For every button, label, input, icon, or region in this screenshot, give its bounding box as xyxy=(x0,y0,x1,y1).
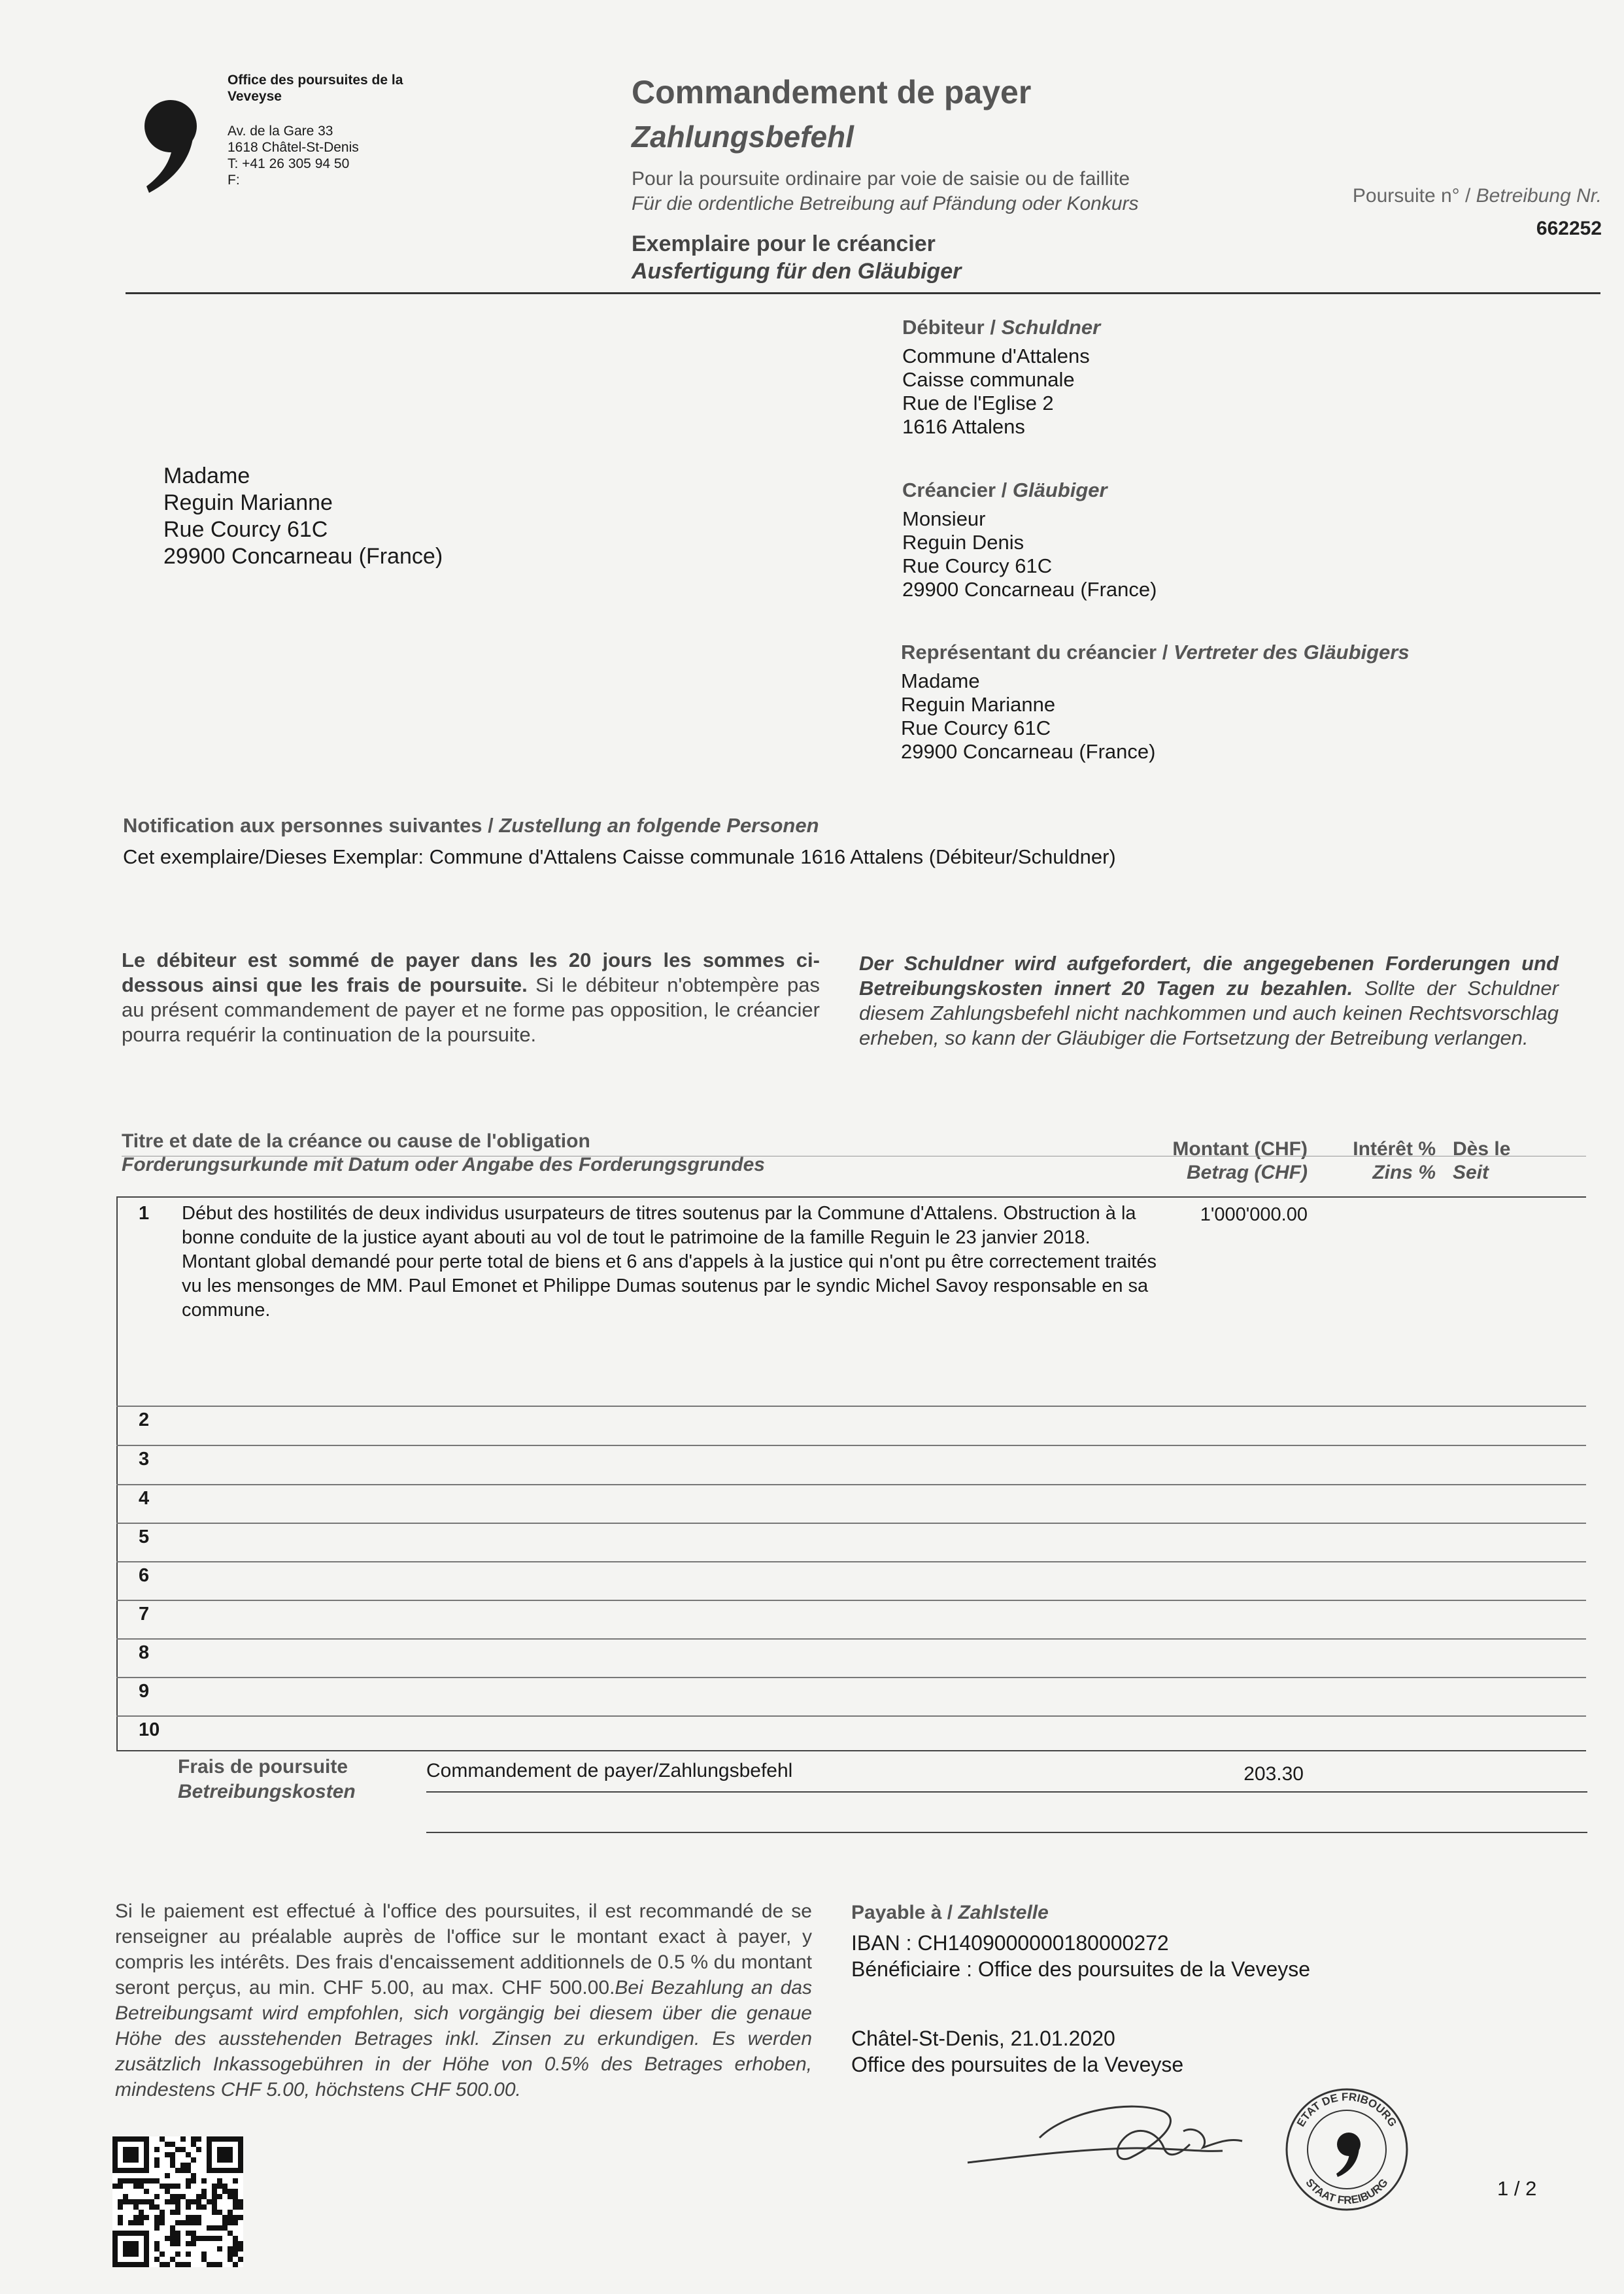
summons-de: Der Schuldner wird aufgefordert, die angegebenen Forderungen und Betreibungskosten innert 20 Tagen zu bezahlen. Sollte der Schuldner diesem Zahlungsbefehl nicht nachkommen und auch keinen Rechtsvorschlag erheben, so kann der Gläubiger die Fortsetzung der Betreibung verlangen. xyxy=(859,952,1559,1049)
recipient-line4: 29900 Concarneau (France) xyxy=(163,544,443,569)
table-row-divider xyxy=(116,1677,1586,1678)
payment-info: Si le paiement est effectué à l'office des poursuites, il est recommandé de se renseigner au préalable auprès de l'office sur le montant exact à payer, y compris les intérêts. Des frais d'encaissement additionnels de 0.5 % du montant seront perçus, au min. CHF 5.00, au max. CHF 500.00.Bei Bezahlung an das Betreibungsamt wird empfohlen, sich vorgängig bei diesem über die genaue Höhe des ausstehenden Betrages inkl. Zinsen zu erkundigen. Es werden zusätzlich Inkassogebühren in der Höhe von 0.5% des Betrages erhoben, mindestens CHF 5.00, höchstens CHF 500.00. xyxy=(115,1900,813,2100)
subtitle-de: Für die ordentliche Betreibung auf Pfändung oder Konkurs xyxy=(632,193,1139,214)
creditor-line4: 29900 Concarneau (France) xyxy=(902,578,1157,601)
page-number: 1 / 2 xyxy=(1497,2177,1537,2200)
table-row-divider xyxy=(116,1445,1586,1446)
table-row-divider xyxy=(116,1600,1586,1601)
poursuite-number-block xyxy=(1353,185,1602,240)
debtor-line1: Commune d'Attalens xyxy=(902,345,1090,367)
issuing-office: Office des poursuites de la Veveyse xyxy=(851,2053,1184,2076)
payable-beneficiary: Bénéficiaire : Office des poursuites de la Veveyse xyxy=(851,1957,1311,1981)
representative-heading: Représentant du créancier / Vertreter des Gläubigers xyxy=(901,641,1410,664)
table-row-divider xyxy=(116,1715,1586,1717)
debtor-line3: Rue de l'Eglise 2 xyxy=(902,392,1054,414)
notification-heading: Notification aux personnes suivantes / Zustellung an folgende Personen xyxy=(123,814,819,837)
representative-line2: Reguin Marianne xyxy=(901,693,1056,716)
claim-row-number: 4 xyxy=(139,1488,150,1509)
subtitle xyxy=(632,167,1139,216)
signature-icon xyxy=(961,2085,1275,2184)
claims-col-since: Dès le Seit xyxy=(1453,1138,1511,1183)
creditor-line1: Monsieur xyxy=(902,507,986,530)
payable-heading: Payable à / Zahlstelle xyxy=(851,1902,1049,1923)
place-date: Châtel-St-Denis, 21.01.2020 xyxy=(851,2027,1115,2050)
creditor-line2: Reguin Denis xyxy=(902,531,1024,554)
debtor-line4: 1616 Attalens xyxy=(902,415,1025,438)
fees-item: Commandement de payer/Zahlungsbefehl xyxy=(426,1760,793,1781)
seal-bottom-text: STAAT FREIBURG xyxy=(1303,2176,1391,2207)
claim-row-number: 5 xyxy=(139,1527,150,1547)
notification-block xyxy=(123,814,1116,869)
claim-row-number: 10 xyxy=(139,1719,160,1740)
table-row-divider xyxy=(116,1484,1586,1485)
fees-line-1 xyxy=(426,1791,1587,1793)
debtor-block xyxy=(902,316,1100,439)
office-phone: T: +41 26 305 94 50 xyxy=(228,156,350,171)
poursuite-label-de: Betreibung Nr. xyxy=(1476,185,1602,207)
representative-line3: Rue Courcy 61C xyxy=(901,717,1051,739)
office-logo-comma-icon xyxy=(135,95,207,193)
claim-row-number: 3 xyxy=(139,1449,150,1470)
representative-block xyxy=(901,641,1410,764)
title-de: Zahlungsbefehl xyxy=(632,120,854,154)
representative-line4: 29900 Concarneau (France) xyxy=(901,740,1156,763)
office-name-1: Office des poursuites de la xyxy=(228,73,403,88)
fees-label: Frais de poursuite Betreibungskosten xyxy=(178,1756,356,1802)
table-row-divider xyxy=(116,1638,1586,1640)
recipient-line2: Reguin Marianne xyxy=(163,490,333,515)
fees-amount: 203.30 xyxy=(1243,1763,1304,1785)
poursuite-label-fr: Poursuite n° / xyxy=(1352,185,1476,207)
creditor-heading: Créancier / Gläubiger xyxy=(902,479,1108,501)
claim-row-number: 9 xyxy=(139,1681,150,1702)
summons-fr: Le débiteur est sommé de payer dans les 20 jours les sommes ci-dessous ainsi que les frais de poursuite. Si le débiteur n'obtempère pas au présent commandement de payer et ne forme pas opposition, le créancier pourra requérir la continuation de la poursuite. xyxy=(122,949,820,1046)
claim-row-number: 1 xyxy=(139,1203,150,1224)
claim-row-number: 7 xyxy=(139,1604,150,1625)
copy-label xyxy=(632,230,961,285)
recipient-address xyxy=(163,463,443,570)
claim-row-text: Début des hostilités de deux individus usurpateurs de titres soutenus par la Commune d'Attalens. Obstruction à la bonne conduite de la justice ayant abouti au vol de tout le patrimoine de la famille Reguin le 23 janvier 2018. Montant global demandé pour perte total de biens et 6 ans d'appels à la justice qui n'ont pu être correctement traités vu les mensonges de MM. Paul Emonet et Philippe Dumas soutenus par le syndic Michel Savoy responsable en sa commune. xyxy=(182,1203,1157,1321)
claim-row-number: 6 xyxy=(139,1565,150,1586)
qr-code-icon xyxy=(112,2136,243,2267)
representative-line1: Madame xyxy=(901,669,980,692)
claims-col-title: Titre et date de la créance ou cause de l'obligation Forderungsurkunde mit Datum oder Angabe des Forderungsgrundes xyxy=(122,1130,765,1175)
claim-row-number: 8 xyxy=(139,1642,150,1663)
claim-row-number: 2 xyxy=(139,1409,150,1430)
copy-label-de: Ausfertigung für den Gläubiger xyxy=(632,259,962,284)
office-address xyxy=(228,72,403,188)
payable-iban: IBAN : CH1409000000180000272 xyxy=(851,1931,1169,1955)
office-name-2: Veveyse xyxy=(228,89,282,104)
recipient-line1: Madame xyxy=(163,464,250,488)
recipient-line3: Rue Courcy 61C xyxy=(163,517,328,542)
table-row-divider xyxy=(116,1561,1586,1562)
payable-block xyxy=(851,1900,1310,2078)
claims-col-interest: Intérêt % Zins % xyxy=(1353,1138,1436,1183)
subtitle-fr: Pour la poursuite ordinaire par voie de saisie ou de faillite xyxy=(632,168,1130,190)
claims-col-amount: Montant (CHF) Betrag (CHF) xyxy=(1172,1138,1308,1183)
copy-label-fr: Exemplaire pour le créancier xyxy=(632,231,936,256)
official-seal-icon xyxy=(1281,2084,1412,2215)
header-divider xyxy=(126,292,1600,294)
office-address-2: 1618 Châtel-St-Denis xyxy=(228,140,359,155)
seal-top-text: ETAT DE FRIBOURG xyxy=(1294,2090,1400,2129)
poursuite-number: 662252 xyxy=(1536,218,1602,239)
fees-line-2 xyxy=(426,1832,1587,1833)
debtor-line2: Caisse communale xyxy=(902,368,1075,391)
notification-text: Cet exemplaire/Dieses Exemplar: Commune d'Attalens Caisse communale 1616 Attalens (Débiteur/Schuldner) xyxy=(123,845,1116,868)
creditor-block xyxy=(902,479,1157,601)
claim-row-amount: 1'000'000.00 xyxy=(1200,1204,1308,1225)
title-fr: Commandement de payer xyxy=(632,74,1032,110)
table-row-divider xyxy=(116,1406,1586,1407)
creditor-line3: Rue Courcy 61C xyxy=(902,554,1053,577)
table-row-divider xyxy=(116,1523,1586,1524)
office-fax: F: xyxy=(228,173,240,188)
debtor-heading: Débiteur / Schuldner xyxy=(902,316,1101,339)
office-address-1: Av. de la Gare 33 xyxy=(228,124,333,139)
